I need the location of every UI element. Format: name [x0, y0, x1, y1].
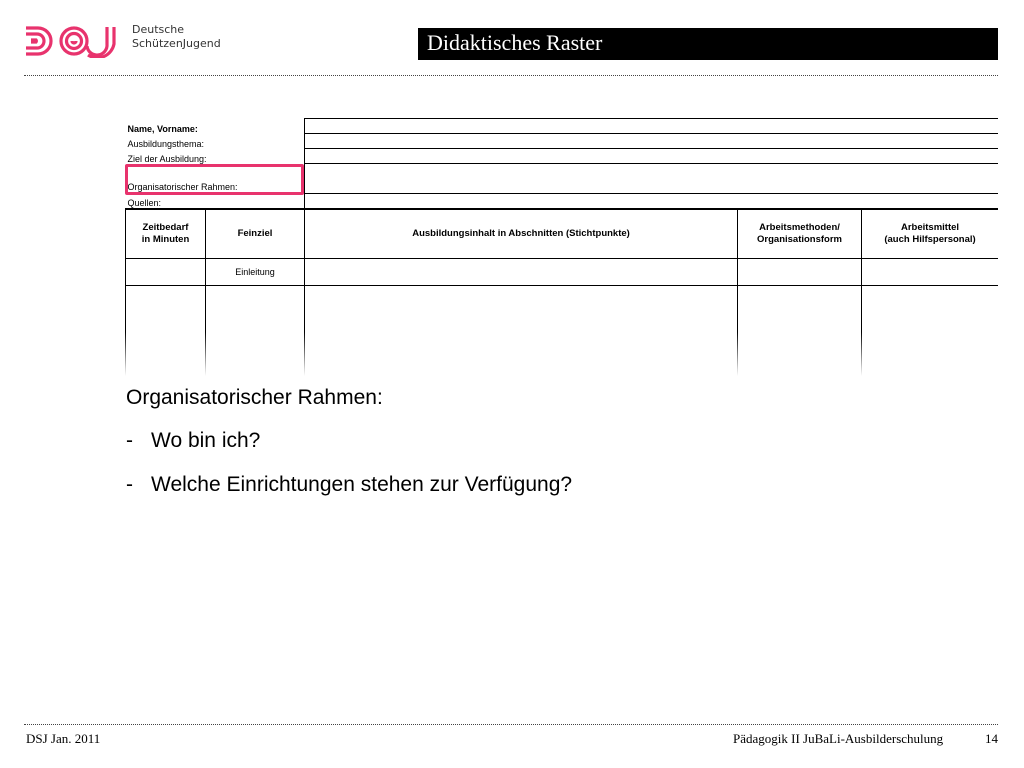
col-header-methoden-line2: Organisationsform [757, 234, 843, 245]
row-label-quellen: Quellen: [126, 194, 305, 210]
bullet-text: Wo bin ich? [151, 429, 261, 452]
col-header-zeitbedarf-line2: in Minuten [141, 234, 190, 245]
page-number: 14 [985, 731, 998, 746]
field-quellen[interactable] [305, 194, 998, 210]
col-header-zeitbedarf-line1: Zeitbedarf [142, 222, 189, 233]
col-header-feinziel: Feinziel [206, 209, 305, 259]
cell-mittel-1[interactable] [862, 259, 998, 286]
col-header-zeitbedarf [126, 209, 206, 259]
logo-line-1: Deutsche [132, 23, 185, 36]
logo-text [132, 23, 221, 51]
cell-feinziel-1[interactable]: Einleitung [206, 259, 305, 286]
col-header-methoden-line1: Arbeitsmethoden/ [759, 222, 840, 233]
row-label-thema: Ausbildungsthema: [126, 134, 305, 149]
dsj-logo [24, 22, 234, 62]
bullet-text: Welche Einrichtungen stehen zur Verfügung? [151, 473, 573, 496]
row-label-rahmen: Organisatorischer Rahmen: [126, 164, 305, 194]
col-header-mittel [862, 209, 998, 259]
cell-methoden-1[interactable] [738, 259, 862, 286]
form-table [125, 118, 998, 376]
col-header-methoden [738, 209, 862, 259]
bullet-item [126, 427, 572, 471]
content-heading: Organisatorischer Rahmen: [126, 386, 383, 409]
cell-methoden-2[interactable] [738, 286, 862, 377]
cell-zeit-2[interactable] [126, 286, 206, 377]
header-divider [24, 75, 998, 76]
footer-date: DSJ Jan. 2011 [26, 731, 101, 746]
field-name[interactable] [305, 119, 998, 134]
field-rahmen[interactable] [305, 164, 998, 194]
row-label-name: Name, Vorname: [126, 119, 305, 134]
bullet-marker: - [126, 429, 133, 452]
footer-course: Pädagogik II JuBaLi-Ausbilderschulung [733, 731, 944, 746]
bullet-marker: - [126, 473, 133, 496]
cell-inhalt-1[interactable] [305, 259, 738, 286]
col-header-inhalt: Ausbildungsinhalt in Abschnitten (Stichtpunkte) [305, 209, 738, 259]
cell-inhalt-2[interactable] [305, 286, 738, 377]
logo-line-2: SchützenJugend [132, 37, 221, 50]
cell-feinziel-2[interactable] [206, 286, 305, 377]
bullet-item [126, 471, 572, 515]
bullet-list [126, 427, 572, 515]
field-thema[interactable] [305, 134, 998, 149]
footer-divider [24, 724, 998, 725]
col-header-mittel-line1: Arbeitsmittel [900, 222, 960, 233]
field-ziel[interactable] [305, 149, 998, 164]
rahmen-highlight-box [125, 164, 304, 195]
slide-title: Didaktisches Raster [418, 28, 998, 60]
dsj-logo-mark [24, 24, 124, 58]
cell-mittel-2[interactable] [862, 286, 998, 377]
row-label-ziel: Ziel der Ausbildung: [126, 149, 305, 164]
didaktisches-raster-form [125, 118, 998, 376]
col-header-mittel-line2: (auch Hilfspersonal) [884, 234, 976, 245]
cell-zeit-1[interactable] [126, 259, 206, 286]
